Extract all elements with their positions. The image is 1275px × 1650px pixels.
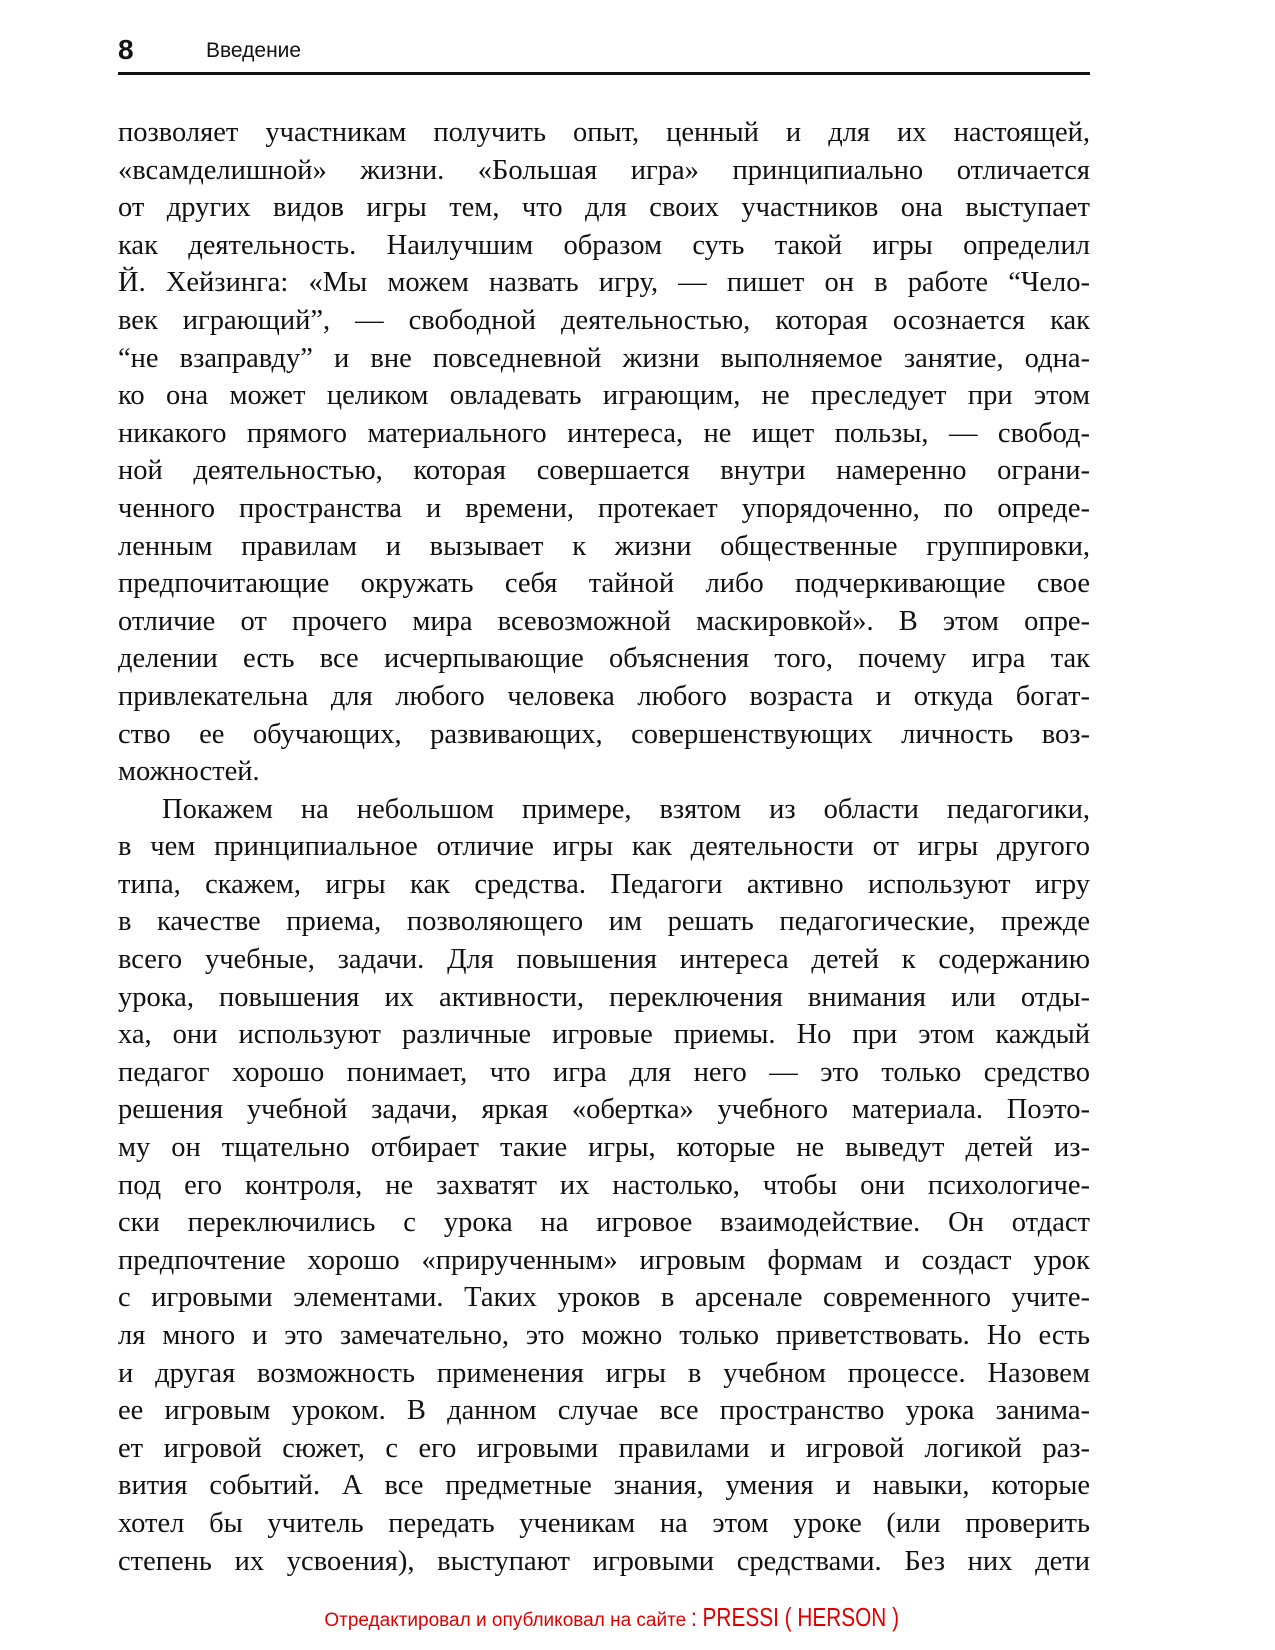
text-line: урока, повышения их активности, переключения внимания или отды- xyxy=(118,981,1090,1013)
text-line: “не взаправду” и вне повседневной жизни выполняемое занятие, одна- xyxy=(118,342,1090,374)
text-line: решения учебной задачи, яркая «обертка» учебного материала. Поэто- xyxy=(118,1094,1090,1126)
text-line: ет игровой сюжет, с его игровыми правилами и игровой логикой раз- xyxy=(118,1432,1090,1464)
paragraph xyxy=(118,114,1090,791)
page-number: 8 xyxy=(118,34,134,65)
text-line: никакого прямого материального интереса, не ищет пользы, — свобод- xyxy=(118,417,1090,449)
text-line: ски переключились с урока на игровое взаимодействие. Он отдаст xyxy=(118,1207,1090,1239)
text-line: Покажем на небольшом примере, взятом из области педагогики, xyxy=(162,793,1090,825)
text-line: предпочтение хорошо «прирученным» игровым формам и создаст урок xyxy=(118,1244,1090,1276)
text-line: в чем принципиальное отличие игры как деятельности от игры другого xyxy=(118,831,1090,863)
text-line: делении есть все исчерпывающие объяснения того, почему игра так xyxy=(118,643,1090,675)
text-line: «всамделишной» жизни. «Большая игра» принципиально отличается xyxy=(118,154,1090,186)
text-line: под его контроля, не захватят их настолько, чтобы они психологиче- xyxy=(118,1169,1090,1201)
text-line: отличие от прочего мира всевозможной маскировкой». В этом опре- xyxy=(118,605,1090,637)
text-line: предпочитающие окружать себя тайной либо подчеркивающие свое xyxy=(118,568,1090,600)
text-line: вития событий. А все предметные знания, умения и навыки, которые xyxy=(118,1470,1090,1502)
text-line: и другая возможность применения игры в учебном процессе. Назовем xyxy=(118,1357,1090,1389)
footer-site: : PRESSI ( HERSON ) xyxy=(690,1602,899,1632)
text-line: век играющий”, — свободной деятельностью, которая осознается как xyxy=(118,304,1090,336)
text-line: можностей. xyxy=(118,756,260,788)
body-text xyxy=(118,114,1090,1580)
text-line: хотел бы учитель передать ученикам на этом уроке (или проверить xyxy=(118,1507,1090,1539)
text-line: ченного пространства и времени, протекает упорядоченно, по опреде- xyxy=(118,492,1090,524)
text-line: ко она может целиком овладевать играющим, не преследует при этом xyxy=(118,380,1090,412)
text-line: ха, они используют различные игровые приемы. Но при этом каждый xyxy=(118,1019,1090,1051)
text-line: ля много и это замечательно, это можно только приветствовать. Но есть xyxy=(118,1320,1090,1351)
text-line: позволяет участникам получить опыт, ценный и для их настоящей, xyxy=(118,117,1090,148)
text-line: ной деятельностью, которая совершается внутри намеренно ограни- xyxy=(118,455,1090,487)
running-header xyxy=(118,34,1090,75)
text-line: ее игровым уроком. В данном случае все пространство урока занима- xyxy=(118,1395,1090,1427)
text-line: му он тщательно отбирает такие игры, которые не выведут детей из- xyxy=(118,1132,1090,1164)
text-line: от других видов игры тем, что для своих участников она выступает xyxy=(118,192,1090,224)
text-line: привлекательна для любого человека любого возраста и откуда богат- xyxy=(118,680,1090,712)
text-line: типа, скажем, игры как средства. Педагоги активно используют игру xyxy=(118,868,1090,900)
text-line: ство ее обучающих, развивающих, совершенствующих личность воз- xyxy=(118,718,1090,750)
text-line: степень их усвоения), выступают игровыми средствами. Без них дети xyxy=(118,1545,1090,1577)
text-line: всего учебные, задачи. Для повышения интереса детей к содержанию xyxy=(118,944,1090,976)
text-line: Й. Хейзинга: «Мы можем назвать игру, — пишет он в работе “Чело- xyxy=(118,267,1090,299)
text-line: в качестве приема, позволяющего им решать педагогические, прежде xyxy=(118,906,1090,938)
footer-note: Отредактировал и опубликовал на сайте xyxy=(324,1610,687,1631)
paragraph xyxy=(118,791,1090,1580)
text-line: с игровыми элементами. Таких уроков в арсенале современного учите- xyxy=(118,1282,1090,1314)
footer-credit xyxy=(0,1602,1275,1633)
section-title: Введение xyxy=(206,39,302,62)
text-line: как деятельность. Наилучшим образом суть такой игры определил xyxy=(118,229,1090,261)
text-line: педагог хорошо понимает, что игра для него — это только средство xyxy=(118,1056,1090,1088)
text-line: ленным правилам и вызывает к жизни общественные группировки, xyxy=(118,530,1090,562)
